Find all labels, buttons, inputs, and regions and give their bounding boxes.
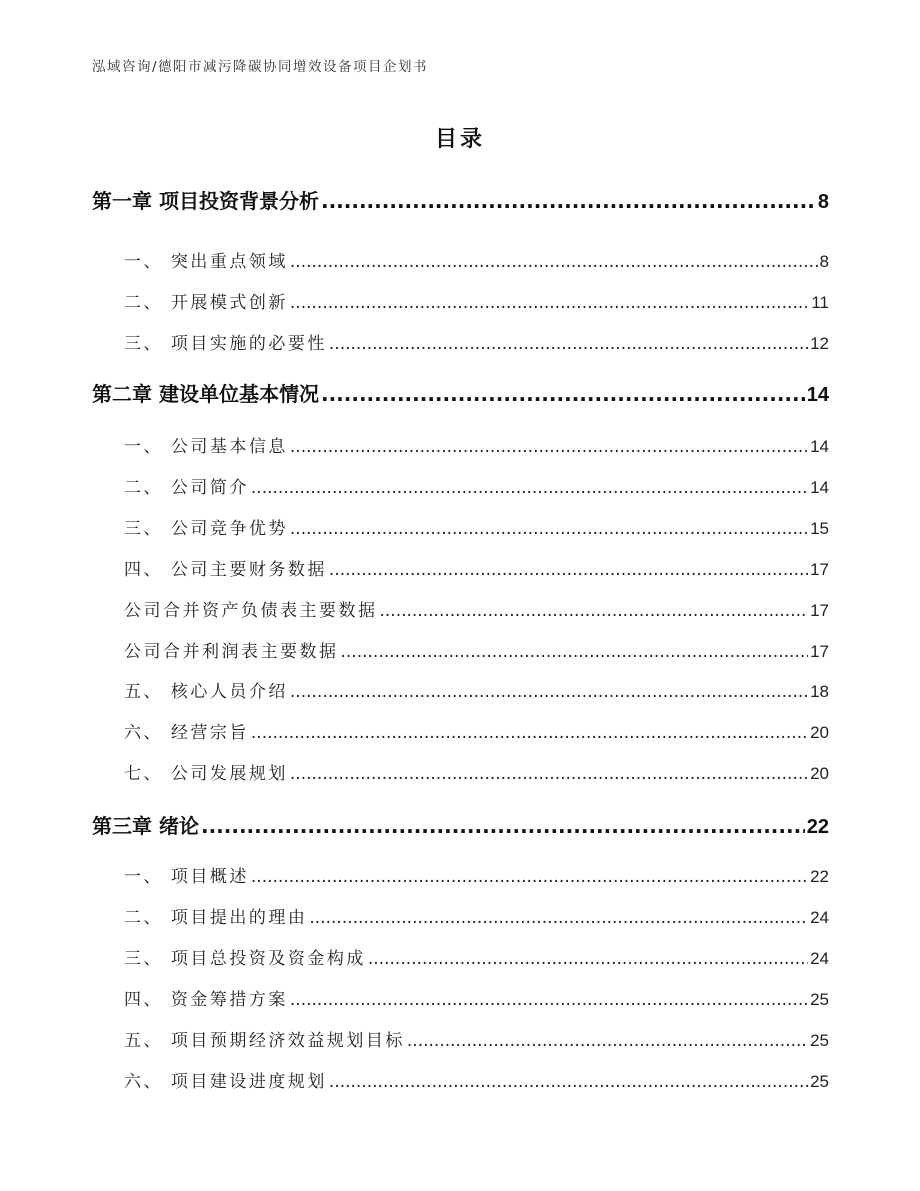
toc-page-number: 12 <box>810 334 829 353</box>
dot-leader <box>329 334 808 354</box>
toc-entry-label: 第二章 建设单位基本情况 <box>92 382 319 406</box>
toc-entry-label: 一、 突出重点领域 <box>124 252 288 272</box>
toc-entry-label: 五、 核心人员介绍 <box>124 682 288 702</box>
toc-entry-label: 一、 项目概述 <box>124 867 249 887</box>
toc-page-number: 24 <box>810 908 829 927</box>
toc-entry-label: 六、 经营宗旨 <box>124 723 249 743</box>
dot-leader <box>290 990 808 1010</box>
toc-entry-label: 二、 公司简介 <box>124 478 249 498</box>
toc-section-entry[interactable] <box>124 514 829 539</box>
toc-page-number: 22 <box>806 816 829 838</box>
dot-leader <box>368 949 808 969</box>
toc-entry-label: 三、 项目实施的必要性 <box>124 334 327 354</box>
toc-section-entry[interactable] <box>124 596 829 621</box>
toc-section-entry[interactable] <box>124 288 829 313</box>
toc-section-entry[interactable] <box>124 944 829 969</box>
toc-entry-label: 六、 项目建设进度规划 <box>124 1072 327 1092</box>
toc-entry-label: 二、 开展模式创新 <box>124 293 288 313</box>
toc-entry-label: 三、 项目总投资及资金构成 <box>124 949 366 969</box>
toc-entry-label: 四、 资金筹措方案 <box>124 990 288 1010</box>
toc-page-number: 14 <box>810 437 829 456</box>
dot-leader <box>290 519 808 539</box>
toc-entry-label: 公司合并资产负债表主要数据 <box>124 601 378 621</box>
dot-leader <box>201 814 805 838</box>
toc-page-number: 11 <box>811 293 829 312</box>
toc-section-entry[interactable] <box>124 473 829 498</box>
dot-leader <box>380 601 809 621</box>
toc-page-number: 15 <box>810 519 829 538</box>
toc-page-number: 22 <box>810 867 829 886</box>
toc-page-number: 8 <box>817 191 829 213</box>
toc-page-number: 14 <box>806 384 829 406</box>
toc-page-number: 25 <box>810 1031 829 1050</box>
dot-leader <box>407 1031 808 1051</box>
dot-leader <box>329 560 808 580</box>
toc-chapter-entry[interactable] <box>92 810 829 839</box>
toc-title: 目录 <box>434 127 485 152</box>
toc-page-number: 17 <box>810 560 829 579</box>
dot-leader <box>321 189 816 213</box>
toc-entry-label: 第一章 项目投资背景分析 <box>92 189 319 213</box>
dot-leader <box>290 437 808 457</box>
dot-leader <box>290 764 808 784</box>
toc-entry-label: 二、 项目提出的理由 <box>124 908 308 928</box>
toc-page-number: 20 <box>810 723 829 742</box>
toc-section-entry[interactable] <box>124 903 829 928</box>
toc-entry-label: 五、 项目预期经济效益规划目标 <box>124 1031 405 1051</box>
toc-page-number: 17 <box>810 601 829 620</box>
dot-leader <box>321 382 805 406</box>
dot-leader <box>251 867 808 887</box>
dot-leader <box>251 723 808 743</box>
toc-entry-label: 三、 公司竞争优势 <box>124 519 288 539</box>
dot-leader <box>329 1072 808 1092</box>
toc-section-entry[interactable] <box>124 1067 829 1092</box>
toc-page-number: 25 <box>810 1072 829 1091</box>
dot-leader <box>290 682 808 702</box>
toc-section-entry[interactable] <box>124 432 829 457</box>
toc-page-number: 14 <box>810 478 829 497</box>
dot-leader <box>290 293 809 313</box>
toc-section-entry[interactable] <box>124 329 829 354</box>
toc-section-entry[interactable] <box>124 718 829 743</box>
toc-entry-label: 第三章 绪论 <box>92 814 199 838</box>
toc-section-entry[interactable] <box>124 677 829 702</box>
toc-chapter-entry[interactable] <box>92 185 829 214</box>
toc-page-number: 8 <box>819 252 829 271</box>
toc-page-number: 20 <box>810 764 829 783</box>
dot-leader <box>290 252 818 272</box>
dot-leader <box>309 908 808 928</box>
toc-section-entry[interactable] <box>124 637 829 662</box>
dot-leader <box>251 478 808 498</box>
toc-entry-label: 公司合并利润表主要数据 <box>124 642 339 662</box>
toc-section-entry[interactable] <box>124 555 829 580</box>
dot-leader <box>341 642 809 662</box>
toc-page-number: 18 <box>810 682 829 701</box>
toc-chapter-entry[interactable] <box>92 378 829 407</box>
toc-entry-label: 七、 公司发展规划 <box>124 764 288 784</box>
toc-page-number: 17 <box>810 642 829 661</box>
toc-entry-label: 四、 公司主要财务数据 <box>124 560 327 580</box>
running-header: 泓域咨询/德阳市减污降碳协同增效设备项目企划书 <box>92 59 429 75</box>
toc-section-entry[interactable] <box>124 759 829 784</box>
toc-page-number: 25 <box>810 990 829 1009</box>
toc-page-number: 24 <box>810 949 829 968</box>
toc-section-entry[interactable] <box>124 985 829 1010</box>
toc-section-entry[interactable] <box>124 247 829 272</box>
toc-section-entry[interactable] <box>124 862 829 887</box>
toc-entry-label: 一、 公司基本信息 <box>124 437 288 457</box>
toc-section-entry[interactable] <box>124 1026 829 1051</box>
